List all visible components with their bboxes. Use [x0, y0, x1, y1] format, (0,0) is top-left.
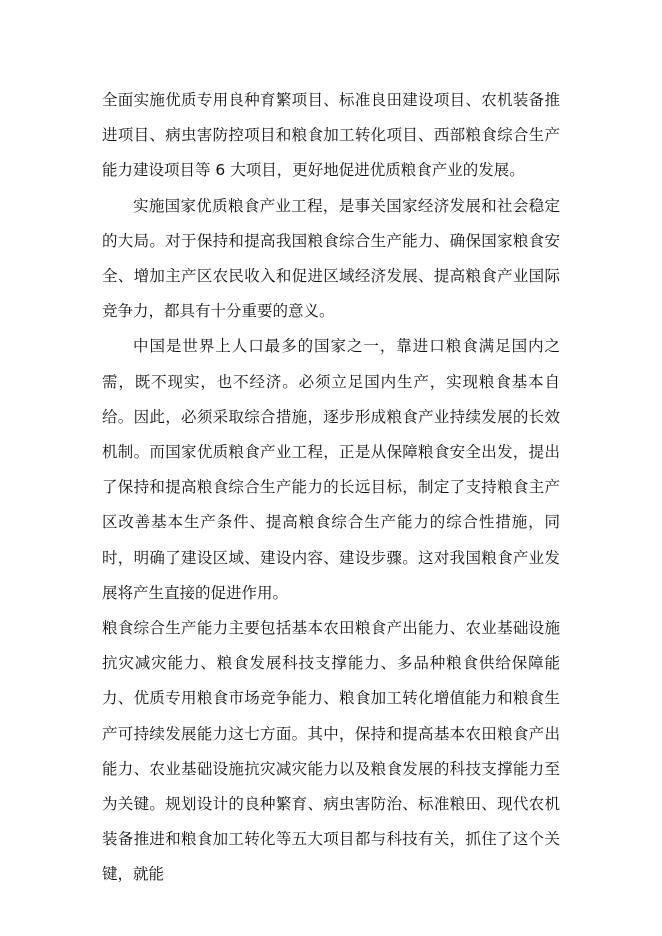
paragraph-production-capacity: 粮食综合生产能力主要包括基本农田粮食产出能力、农业基础设施抗灾减灾能力、粮食发展科技支撑能力、多品种粮食供给保障能力、优质专用粮食市场竞争能力、粮食加工转化增值能力和粮食生产可持续发展能力这七方面。其中，保持和提高基本农田粮食产出能力、农业基础设施抗灾减灾能力以及粮食发展的科技支撑能力至为关键。规划设计的良种繁育、病虫害防治、标准粮田、现代农机装备推进和粮食加工转化等五大项目都与科技有关，抓住了这个关键，就能 — [102, 619, 560, 884]
document-body — [102, 83, 560, 893]
paragraph-food-security: 中国是世界上人口最多的国家之一，靠进口粮食满足国内之需，既不现实，也不经济。必须立足国内生产，实现粮食基本自给。因此，必须采取综合措施，逐步形成粮食产业持续发展的长效机制。而国家优质粮食产业工程，正是从保障粮食安全出发，提出了保持和提高粮食综合生产能力的长远目标，制定了支持粮食主产区改善基本生产条件、提高粮食综合生产能力的综合性措施，同时，明确了建设区域、建设内容、建设步骤。这对我国粮食产业发展将产生直接的促进作用。 — [102, 337, 560, 602]
paragraph-significance: 实施国家优质粮食产业工程，是事关国家经济发展和社会稳定的大局。对于保持和提高我国粮食综合生产能力、确保国家粮食安全、增加主产区农民收入和促进区域经济发展、提高粮食产业国际竞争力，都具有十分重要的意义。 — [102, 196, 560, 321]
paragraph-project-list: 全面实施优质专用良种育繁项目、标准良田建设项目、农机装备推进项目、病虫害防控项目和粮食加工转化项目、西部粮食综合生产能力建设项目等 6 大项目，更好地促进优质粮食产业的发展。 — [102, 91, 560, 180]
